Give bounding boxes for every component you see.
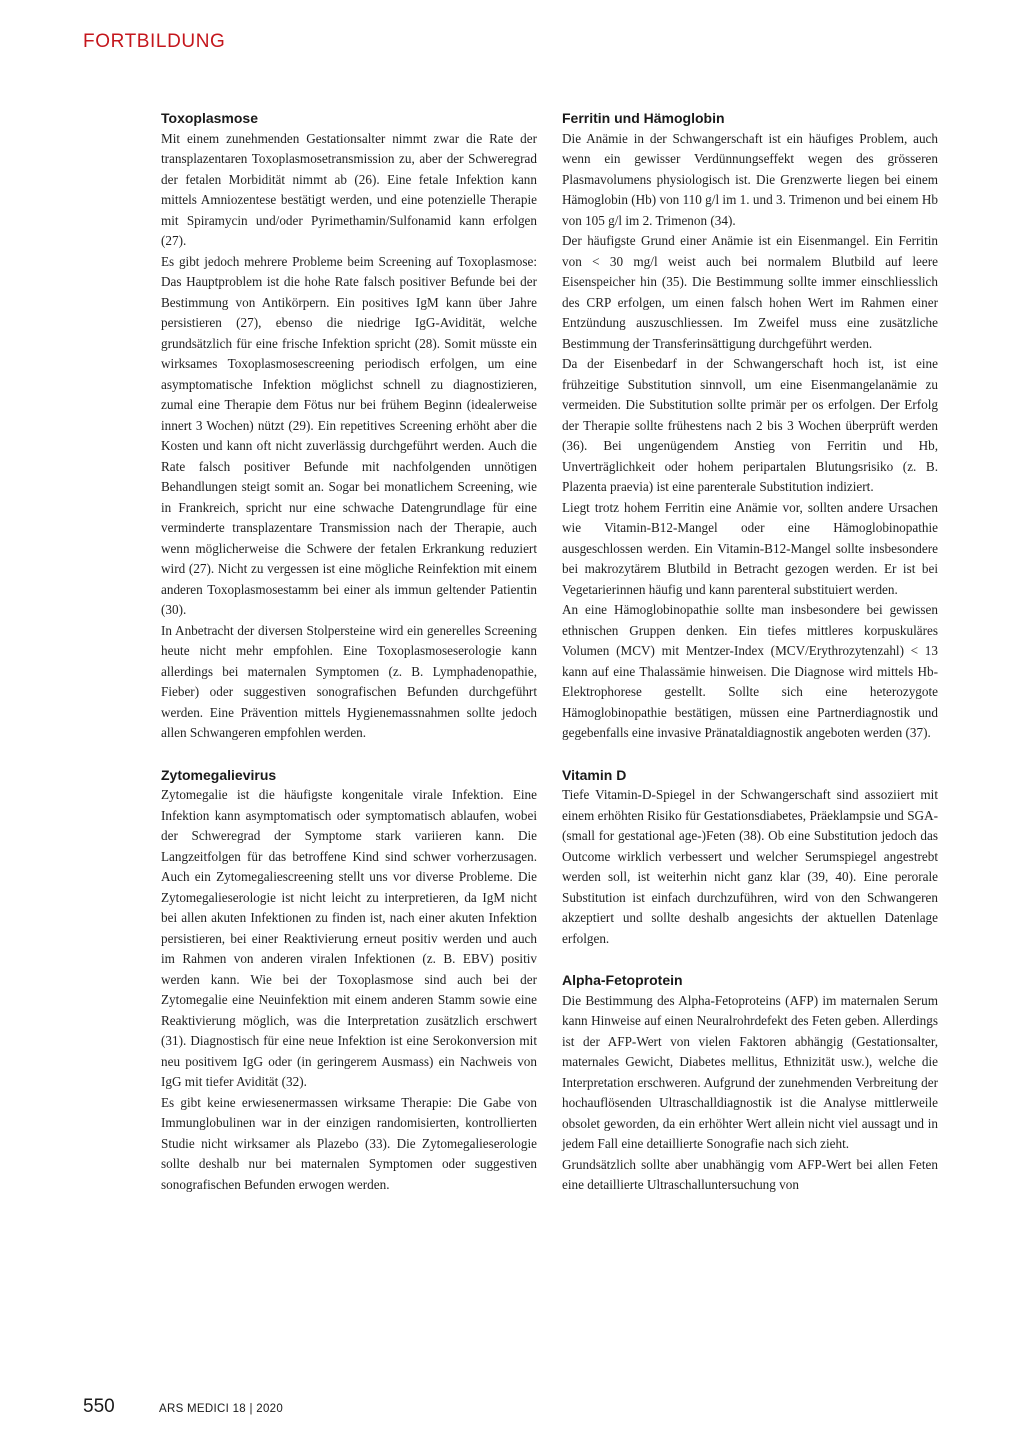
paragraph: In Anbetracht der diversen Stolpersteine wird ein generelles Screening heute nicht mehr empfohlen. Eine Toxoplasmoseserologie kann allerdings bei maternalen Symptomen (z. B. Lymphadenopathie, Fieber) oder suggestiven sonografischen Befunden durchgeführt werden. Eine Prävention mittels Hygienemassnahmen sollte jedoch allen Schwangeren empfohlen werden. <box>161 622 537 740</box>
paragraph: Die Bestimmung des Alpha-Fetoproteins (AFP) im maternalen Serum kann Hinweise auf einen Neuralrohrdefekt des Feten geben. Allerdings ist der AFP-Wert von vielen Faktoren abhängig (Gestationsalter, maternales Gewicht, Diabetes mellitus, Ethnizität usw.), welche die Interpretation erschweren. Aufgrund der zunehmenden Verbreitung der hochauflösenden Ultraschalldiagnostik ist die Analyse mittlerweile obsolet geworden, da ein erhöhter Wert allein nicht viel aussagt und in jedem Fall eine detaillierte Sonografie nach sich zieht. <box>562 992 938 1151</box>
section-toxoplasmose <box>161 108 537 744</box>
paragraph: Liegt trotz hohem Ferritin eine Anämie vor, sollten andere Ursachen wie Vitamin-B12-Mangel oder eine Hämoglobinopathie ausgeschlossen werden. Ein Vitamin-B12-Mangel sollte insbesondere bei makrozytärem Blutbild in Betracht gezogen werden. Er ist bei Vegetarierinnen häufig und kann parenteral substituiert werden. <box>562 499 938 597</box>
section-heading: Alpha-Fetoprotein <box>562 972 683 988</box>
section-heading: Vitamin D <box>562 766 627 783</box>
section-heading: Ferritin und Hämoglobin <box>562 110 725 126</box>
page-number: 550 <box>83 1396 115 1417</box>
journal-info: ARS MEDICI 18 | 2020 <box>159 1403 284 1415</box>
paragraph: Die Anämie in der Schwangerschaft ist ein häufiges Problem, auch wenn ein gewisser Verdünnungseffekt wegen des grösseren Plasmavolumens physiologisch ist. Die Grenzwerte liegen bei einem Hämoglobin (Hb) von 110 g/l im 1. und 3. Trimenon und bei einem Hb von 105 g/l im 2. Trimenon (34). <box>562 130 938 228</box>
right-column <box>562 108 938 1217</box>
section-heading: Zytomegalievirus <box>161 766 277 783</box>
section-ferritin-haemoglobin <box>562 108 938 744</box>
paragraph: Es gibt keine erwiesenermassen wirksame Therapie: Die Gabe von Immunglobulinen war in der einzigen randomisierten, kontrollierten Studie nicht wirksamer als Plazebo (33). Die Zytomegalieserologie sollte deshalb nur bei maternalen Symptomen oder suggestiven sonografischen Befunden erwogen werden. <box>161 1094 537 1192</box>
paragraph: Da der Eisenbedarf in der Schwangerschaft hoch ist, ist eine frühzeitige Substitution sinnvoll, um eine Eisenmangelanämie zu vermeiden. Die Substitution sollte primär per os erfolgen. Der Erfolg der Therapie sollte frühestens nach 2 bis 3 Wochen überprüft werden (36). Bei ungenügendem Anstieg von Ferritin und Hb, Unverträglichkeit oder hohem peripartalen Blutungsrisiko (z. B. Plazenta praevia) ist eine parenterale Substitution indiziert. <box>562 356 938 494</box>
paragraph: Zytomegalie ist die häufigste kongenitale virale Infektion. Eine Infektion kann asymptomatisch oder symptomatisch ablaufen, wobei der Schweregrad der Symptome stark variieren kann. Die Langzeitfolgen für das betroffene Kind sind schwer vorherzusagen. Auch ein Zytomegaliescreening stellt uns vor diverse Probleme. Die Zytomegalieserologie ist nicht leicht zu interpretieren, da IgM nicht bei allen akuten Infektionen zu finden ist, nach einer akuten Infektion persistieren, bei einer Reaktivierung erneut positiv werden und auch im Rahmen von anderen viralen Infektionen (z. B. EBV) positiv werden kann. Wie bei der Toxoplasmose sind auch bei der Zytomegalie eine Neuinfektion mit einem anderen Stamm sowie eine Reaktivierung möglich, was die Interpretation zusätzlich erschwert (31). Diagnostisch für eine neue Infektion ist eine Serokonversion mit neu positivem IgG oder (in geringerem Ausmass) ein Nachweis von IgG mit tiefer Avidität (32). <box>161 787 537 1089</box>
paragraph: Grundsätzlich sollte aber unabhängig vom AFP-Wert bei allen Feten eine detaillierte Ultraschalluntersuchung von <box>562 1156 938 1192</box>
paragraph: Tiefe Vitamin-D-Spiegel in der Schwangerschaft sind assoziiert mit einem erhöhten Risiko für Gestationsdiabetes, Präeklampsie und SGA-(small for gestational age-)Feten (38). Ob eine Substitution jedoch das Outcome wirklich verbessert und welcher Serumspiegel angestrebt werden soll, ist weiterhin nicht ganz klar (39, 40). Eine perorale Substitution ist einfach durchzuführen, wird von den Schwangeren akzeptiert und sollte deshalb angesichts der aktuellen Datenlage erfolgen. <box>562 787 938 946</box>
paragraph: An eine Hämoglobinopathie sollte man insbesondere bei gewissen ethnischen Gruppen denken. Ein tiefes mittleres korpuskuläres Volumen (MCV) mit Mentzer-Index (MCV/Erythrozytenzahl) < 13 kann auf eine Thalassämie hinweisen. Die Diagnose wird mittels Hb-Elektrophorese gestellt. Sollte sich eine heterozygote Hämoglobinopathie bestätigen, müssen eine Partnerdiagnostik und gegebenfalls eine invasive Pränataldiagnostik angeboten werden (37). <box>562 602 938 740</box>
paragraph: Der häufigste Grund einer Anämie ist ein Eisenmangel. Ein Ferritin von < 30 mg/l weist auch bei normalem Blutbild auf leere Eisenspeicher hin (35). Die Bestimmung sollte immer einschliesslich des CRP erfolgen, um einen falsch hohen Wert im Rahmen einer Entzündung auszuschliessen. Im Zweifel muss eine zusätzliche Bestimmung der Transferinsättigung durchgeführt werden. <box>562 233 938 351</box>
paragraph: Mit einem zunehmenden Gestationsalter nimmt zwar die Rate der transplazentaren Toxoplasmosetransmission zu, aber der Schweregrad der fetalen Morbidität nimmt ab (26). Eine fetale Infektion kann mittels Amniozentese bestätigt werden, und eine potenzielle Therapie mit Spiramycin und/oder Pyrimethamin/Sulfonamid kann erfolgen (27). <box>161 130 537 248</box>
page-footer <box>83 1396 283 1418</box>
section-label: FORTBILDUNG <box>83 31 226 52</box>
left-column <box>161 108 537 1216</box>
section-alpha-fetoprotein <box>562 970 938 1196</box>
section-zytomegalievirus <box>161 765 537 1196</box>
section-vitamin-d <box>562 765 938 950</box>
section-heading: Toxoplasmose <box>161 110 258 126</box>
paragraph: Es gibt jedoch mehrere Probleme beim Screening auf Toxoplasmose: Das Hauptproblem ist die hohe Rate falsch positiver Befunde bei der Bestimmung von Antikörpern. Ein positives IgM kann über Jahre persistieren (27), ebenso die niedrige IgG-Avidität, welche grundsätzlich für eine frische Infektion spricht (28). Somit müsste ein wirksames Toxoplasmosescreening periodisch erfolgen, um eine asymptomatische Infektion möglichst schnell zu diagnostizieren, zumal eine Therapie dem Fötus nur bei frühem Beginn (idealerweise innert 3 Wochen) nützt (29). Ein repetitives Screening erhöht aber die Kosten und kann oft nicht zuverlässig durchgeführt werden. Auch die Rate falsch positiver Befunde mit nachfolgenden unnötigen Behandlungen steigt somit an. Sogar bei monatlichem Screening, wie in Frankreich, spricht nur eine schwache Datengrundlage für eine verminderte transplazentare Transmission nach der Therapie, auch wenn möglicherweise die Schwere der fetalen Erkrankung reduziert wird (27). Nicht zu vergessen ist eine mögliche Reinfektion mit einem anderen Toxoplasmosestamm bei einer als immun geltender Patientin (30). <box>161 253 537 617</box>
